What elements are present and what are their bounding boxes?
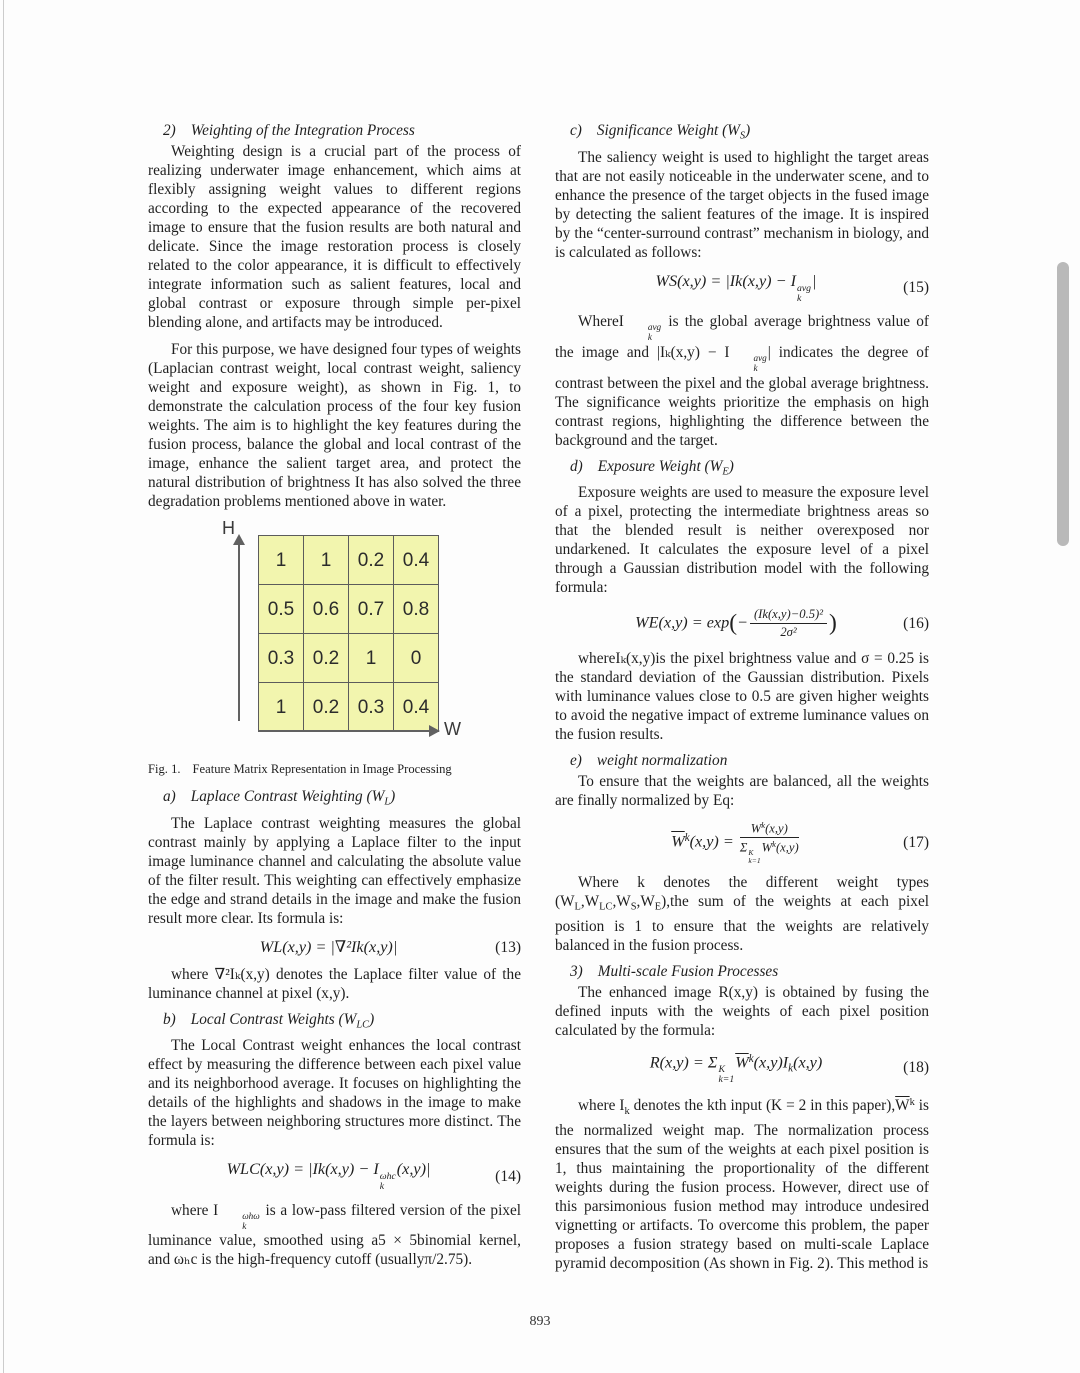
page-number: 893 (529, 1314, 551, 1329)
paragraph: To ensure that the weights are balanced, all the weights are finally normalized by Eq: (555, 772, 929, 809)
equation-number: (15) (903, 279, 929, 297)
section-heading-c: c) Significance Weight $(W_S)$ (570, 122, 751, 142)
section-heading-e: e) weight normalization (570, 751, 728, 769)
equation-15: WS(x,y) = |Ik(x,y) − I avg k | (15) (655, 271, 929, 304)
matrix-cell: 0.6 (304, 585, 349, 634)
matrix-cell: 0 (394, 634, 439, 683)
scrollbar-thumb[interactable] (1057, 262, 1069, 546)
paragraph: The saliency weight is used to highlight the target areas that are not easily noticeable in the underwater scene, and to enhance the presence of the target objects in the fused image by detecting the salient features of the image. It is inspired by the “center-surround contrast” mechanism in biology, and is calculated as follows: (555, 148, 929, 261)
left-column (148, 121, 521, 1269)
paragraph: WhereI avg k is the global average brightness value of the image and |Iₖ(x,y) − I avg k | indicates the degree of contrast between the pixel and the global average brightness. The significance weights prioritize the emphasis on high contrast regions, highlighting the difference between the background and the target. (555, 312, 929, 449)
table-row (259, 585, 439, 634)
paragraph: where $I_k$ denotes the kth input (K = 2 in this $paper),\overline{W}^k$ is the normalized weight map. The normalization process ensures that the sum of the weights at each pixel position is 1, thus maintaining the proportionality of the different weights during the fusion process. However, direct use of this parsimonious fusion method may introduce undesired vignetting or artifacts. To overcome this problem, the paper proposes a fusion strategy based on multi-scale Laplace pyramid decomposition (As shown in Fig. 2). This method is (555, 1097, 929, 1273)
equation-13: WL(x,y) = |∇²Ik(x,y)| (13) (259, 937, 521, 956)
equation-17: $\overline{W}^k(x,y)$ = $W^k(x,y)$ Σ K k=1 $W^k(x,y)$ (17) (671, 819, 929, 866)
equation-18: R(x,y) = Σ K k=1 $\overline{W}^k(x,y)I_k(x,y)$ (18) (649, 1052, 929, 1086)
matrix-cell: 0.4 (394, 536, 439, 585)
equation-number: (13) (495, 938, 521, 956)
matrix-cell: 0.5 (259, 585, 304, 634)
matrix-cell: 0.2 (304, 683, 349, 732)
paragraph: where I ωhω k is a low-pass filtered version of the pixel luminance value, smoothed using a5 × 5binomial kernel, and ωₕc is the high-frequency cutoff (usuallyπ/2.75). (148, 1201, 522, 1269)
equation-number: (18) (903, 1059, 929, 1076)
paragraph: Exposure weights are used to measure the exposure level of a pixel, protecting the intermediate brightness areas so that the blended result is neither overexposed nor undarkened. It calculates the exposure level of a pixel through a Gaussian distribution model with the following formula: (555, 484, 929, 597)
equation-16: WE(x,y) = exp(− $\frac{\text{(Ik(x,y)−0.5)²}}{\text{2σ²}}$ ) (16) (635, 607, 929, 640)
matrix-cell: 1 (259, 683, 304, 732)
section-heading-d: d) Exposure Weight $(W_E)$ (570, 457, 734, 478)
v-axis-line (238, 543, 240, 721)
matrix-cell: 1 (259, 536, 304, 585)
paragraph: Weighting design is a crucial part of the process of realizing underwater image enhancement, which aims at flexibly assigning weight values to different regions according to the expected appearance of the recovered image to ensure that the fusion results are both natural and delicate. Since the image restoration process is closely related to the color appearance, it is difficult to effectively integrate information such as salient features, local and global contrast or exposure through simple per-pixel blending alone, and artifacts may be introduced. (148, 143, 521, 331)
paragraph: The Local Contrast weight enhances the local contrast effect by measuring the difference between each pixel value and its neighborhood average. It focuses on highlighting the details of the highlights and shadows in the image to make the layers between neighboring structures more distinct. The formula is: (148, 1037, 521, 1150)
section-heading-b: b) Local Contrast Weights $(W_{LC})$ (163, 1010, 375, 1031)
matrix-cell: 1 (304, 536, 349, 585)
paragraph: The Laplace contrast weighting measures the global contrast mainly by applying a Laplace filter to the input image luminance channel and calculating the absolute value of the filter result. This weighting can effectively emphasize the edge and strand details in the image and make the fusion result more clear. Its formula is: (148, 814, 521, 927)
matrix-cell: 1 (349, 634, 394, 683)
page-edge-line (3, 0, 4, 1373)
equation-number: (17) (903, 833, 929, 851)
paragraph: Where k denotes the different weight types $(W_L,W_{LC},W_S,W_E),the$ sum of the weights at each pixel position is 1 to ensure that the weights are relatively balanced in the fusion process. (555, 873, 929, 954)
figure-caption: Fig. 1. Feature Matrix Representation in Image Processing (148, 762, 452, 776)
equation-number: (16) (903, 615, 929, 633)
w-axis-label: W (444, 719, 461, 739)
paragraph: where ∇²Iₖ(x,y) denotes the Laplace filter value of the luminance channel at pixel (x,y). (148, 965, 521, 1002)
paragraph: whereIₖ(x,y)is the pixel brightness value and σ = 0.25 is the standard deviation of the Gaussian distribution. Pixels with luminance values close to 0.5 are given higher weights to avoid the negative impact of extreme luminance values on the fusion results. (555, 649, 929, 743)
h-axis-label: H (222, 518, 235, 538)
equation-number: (14) (495, 1167, 521, 1185)
paragraph: For this purpose, we have designed four types of weights (Laplacian contrast weight, local contrast weight, saliency weight and exposure weight), as shown in Fig. 1, to demonstrate the calculation process of the four key fusion weights. The aim is to highlight the key features during the fusion process, balance the global and local contrast of the image, enhance the salient target area, and protect the natural distribution of brightness It has also solved the three degradation problems mentioned above in water. (148, 341, 521, 510)
paragraph: The enhanced image R(x,y) is obtained by fusing the defined inputs with the weights of each pixel position calculated by the formula: (555, 983, 929, 1039)
section-heading-a: a) Laplace Contrast Weighting $(W_L)$ (163, 788, 396, 808)
equation-14: WLC(x,y) = |Ik(x,y) − I ωhc k (x,y)| (14) (226, 1160, 521, 1193)
section-heading-2: 2) Weighting of the Integration Process (163, 122, 415, 139)
matrix-cell: 0.8 (394, 585, 439, 634)
matrix-cell: 0.3 (259, 634, 304, 683)
table-row (259, 634, 439, 683)
matrix-cell: 0.3 (349, 683, 394, 732)
w-axis-line (258, 730, 430, 732)
table-row (259, 536, 439, 585)
matrix-cell: 0.7 (349, 585, 394, 634)
figure-1 (148, 518, 521, 757)
table-row (259, 683, 439, 732)
matrix-cell: 0.2 (349, 536, 394, 585)
right-column (555, 121, 929, 1273)
matrix-cell: 0.2 (304, 634, 349, 683)
w-axis-arrow-icon (429, 725, 440, 737)
section-heading-3: 3) Multi-scale Fusion Processes (570, 962, 779, 980)
matrix-cell: 0.4 (394, 683, 439, 732)
matrix-table (258, 535, 439, 732)
